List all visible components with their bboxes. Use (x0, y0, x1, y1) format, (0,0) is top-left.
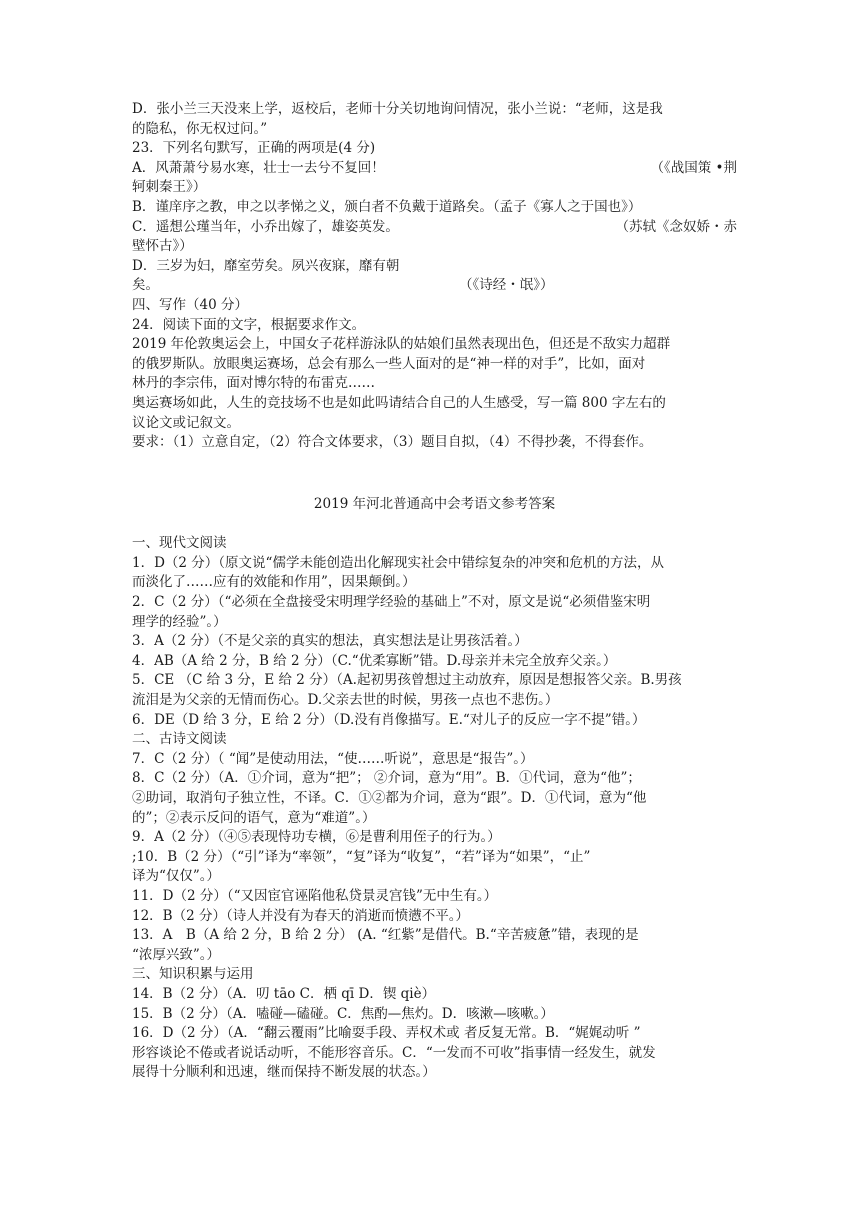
option-d-line2: 的隐私，你无权过问。” (132, 120, 268, 137)
answer-line: 2．C（2 分）（“必须在全盘接受宋明理学经验的基础上”不对，原文是说“必须借鉴宋明 (132, 594, 651, 611)
section-4-heading: 四、写作（40 分） (132, 296, 248, 313)
answers-title: 2019 年河北普通高中会考语文参考答案 (313, 495, 556, 512)
q23-option-a (132, 159, 737, 179)
prompt-line-2: 的俄罗斯队。放眼奥运赛场，总会有那么一些人面对的是“神一样的对手”，比如，面对 (132, 355, 646, 372)
answer-line: 流泪是为父亲的无情而伤心。D.父亲去世的时候，男孩一点也不悲伤。） (132, 692, 559, 709)
answer-line: 展得十分顺利和迅速，继而保持不断发展的状态。） (132, 1064, 436, 1081)
prompt-line-4: 奥运赛场如此，人生的竞技场不也是如此吗请结合自己的人生感受，写一篇 800 字左右的 (132, 394, 666, 411)
answer-line: 7．C（2 分）（ “闻”是使动用法，“使……听说”，意思是“报告”。） (132, 750, 534, 767)
answer-line: 二、古诗文阅读 (132, 731, 227, 748)
answer-line: 形容谈论不倦或者说话动听，不能形容音乐。C．“一发而不可收”指事情一经发生，就发 (132, 1044, 656, 1061)
document-page (132, 100, 737, 1083)
q23-option-c (132, 218, 737, 238)
prompt-line-1: 2019 年伦敦奥运会上，中国女子花样游泳队的姑娘们虽然表现出色，但还是不敌实力超群 (132, 336, 671, 353)
answer-line: 的”；②表示反问的语气，意为“难道”。） (132, 809, 376, 826)
q23-option-d-cont (132, 276, 737, 296)
answer-line: 3．A（2 分）（不是父亲的真实的想法，真实想法是让男孩活着。） (132, 633, 528, 650)
q23-option-a-source-cont: 轲刺秦王》） (132, 179, 207, 196)
q23-option-d: D．三岁为妇，靡室劳矣。夙兴夜寐，靡有朝 (132, 257, 400, 274)
q23-option-a-source: （《战国策 •荆 (650, 159, 737, 176)
answer-line: 译为“仅仅”。） (132, 868, 221, 885)
question-23: 23．下列名句默写，正确的两项是(4 分) (132, 140, 376, 157)
answer-line: “浓厚兴致”。） (132, 946, 221, 963)
answer-line: 1．D（2 分）（原文说“儒学未能创造出化解现实社会中错综复杂的冲突和危机的方法，从 (132, 554, 664, 571)
q23-option-c-source: （苏轼《念奴娇・赤 (615, 218, 737, 235)
answer-line: 11．D（2 分）（“又因宦官诬陷他私贷景灵宫钱”无中生有。） (132, 887, 498, 904)
q23-option-a-text: A．风萧萧兮易水寒，壮士一去兮不复回！ (132, 159, 385, 176)
requirements: 要求：（1）立意自定，（2）符合文体要求，（3）题目自拟，（4）不得抄袭，不得套作。 (132, 434, 653, 451)
answer-line: 5．CE （C 给 3 分，E 给 2 分）（A.起初男孩曾想过主动放弃，原因是想报答父亲。B.男孩 (132, 672, 682, 689)
answer-line: 12．B（2 分）（诗人并没有为春天的消逝而愤懑不平。） (132, 907, 469, 924)
q23-option-b: B．谨庠序之教，申之以孝悌之义，颁白者不负戴于道路矣。（孟子《寡人之于国也》） (132, 198, 642, 215)
prompt-line-3: 林丹的李宗伟，面对博尔特的布雷克…… (132, 375, 375, 392)
answer-line: 16．D（2 分）（A．“翻云覆雨”比喻耍手段、弄权术或 者反复无常。B．“娓娓动听 ” (132, 1025, 641, 1042)
answer-line: 4．AB（A 给 2 分，B 给 2 分）（C.“优柔寡断”错。D.母亲并未完全放弃父亲。） (132, 652, 617, 669)
answer-line: 三、知识积累与运用 (132, 966, 254, 983)
question-24: 24．阅读下面的文字，根据要求作文。 (132, 316, 366, 333)
answer-line: 9．A（2 分）（④⑤表现恃功专横，⑥是曹利用侄子的行为。） (132, 829, 501, 846)
q23-option-d-cont-text: 矣。 (132, 277, 159, 294)
answer-line: 14．B（2 分）（A．叨 tāo C．栖 qī D．锲 qiè） (132, 985, 436, 1002)
q23-option-c-text: C．遥想公瑾当年，小乔出嫁了，雄姿英发。 (132, 218, 399, 235)
answer-line: ②助词，取消句子独立性，不译。C．①②都为介词，意为“跟”。D．①代词，意为“他 (132, 790, 647, 806)
answer-line: ;10．B（2 分）（“引”译为“率领”，“复”译为“收复”，“若”译为“如果”，“止” (132, 848, 591, 865)
prompt-line-5: 议论文或记叙文。 (132, 414, 240, 431)
option-d-line1: D．张小兰三天没来上学，返校后，老师十分关切地询问情况，张小兰说：“老师，这是我 (132, 101, 663, 117)
answer-line: 6．DE（D 给 3 分，E 给 2 分）（D.没有肖像描写。E.“对儿子的反应一字不提”错。） (132, 711, 646, 728)
answer-line: 而淡化了……应有的效能和作用”，因果颠倒。） (132, 574, 416, 591)
answer-line: 理学的经验”。） (132, 613, 227, 630)
answer-line: 13．A B（A 给 2 分，B 给 2 分） (A. “红紫”是借代。B.“辛苦疲惫”错，表现的是 (132, 927, 639, 944)
answer-line: 15．B（2 分）（A．嗑碰—磕碰。C．焦酌—焦灼。D．咳漱—咳嗽。） (132, 1005, 554, 1022)
answer-line: 一、现代文阅读 (132, 535, 227, 552)
q23-option-d-source: （《诗经・氓》） (459, 277, 554, 294)
answer-line: 8．C（2 分）（A．①介词，意为“把”； ②介词，意为“用”。B．①代词，意为“他”； (132, 770, 641, 787)
q23-option-c-source-cont: 壁怀古》） (132, 238, 193, 255)
